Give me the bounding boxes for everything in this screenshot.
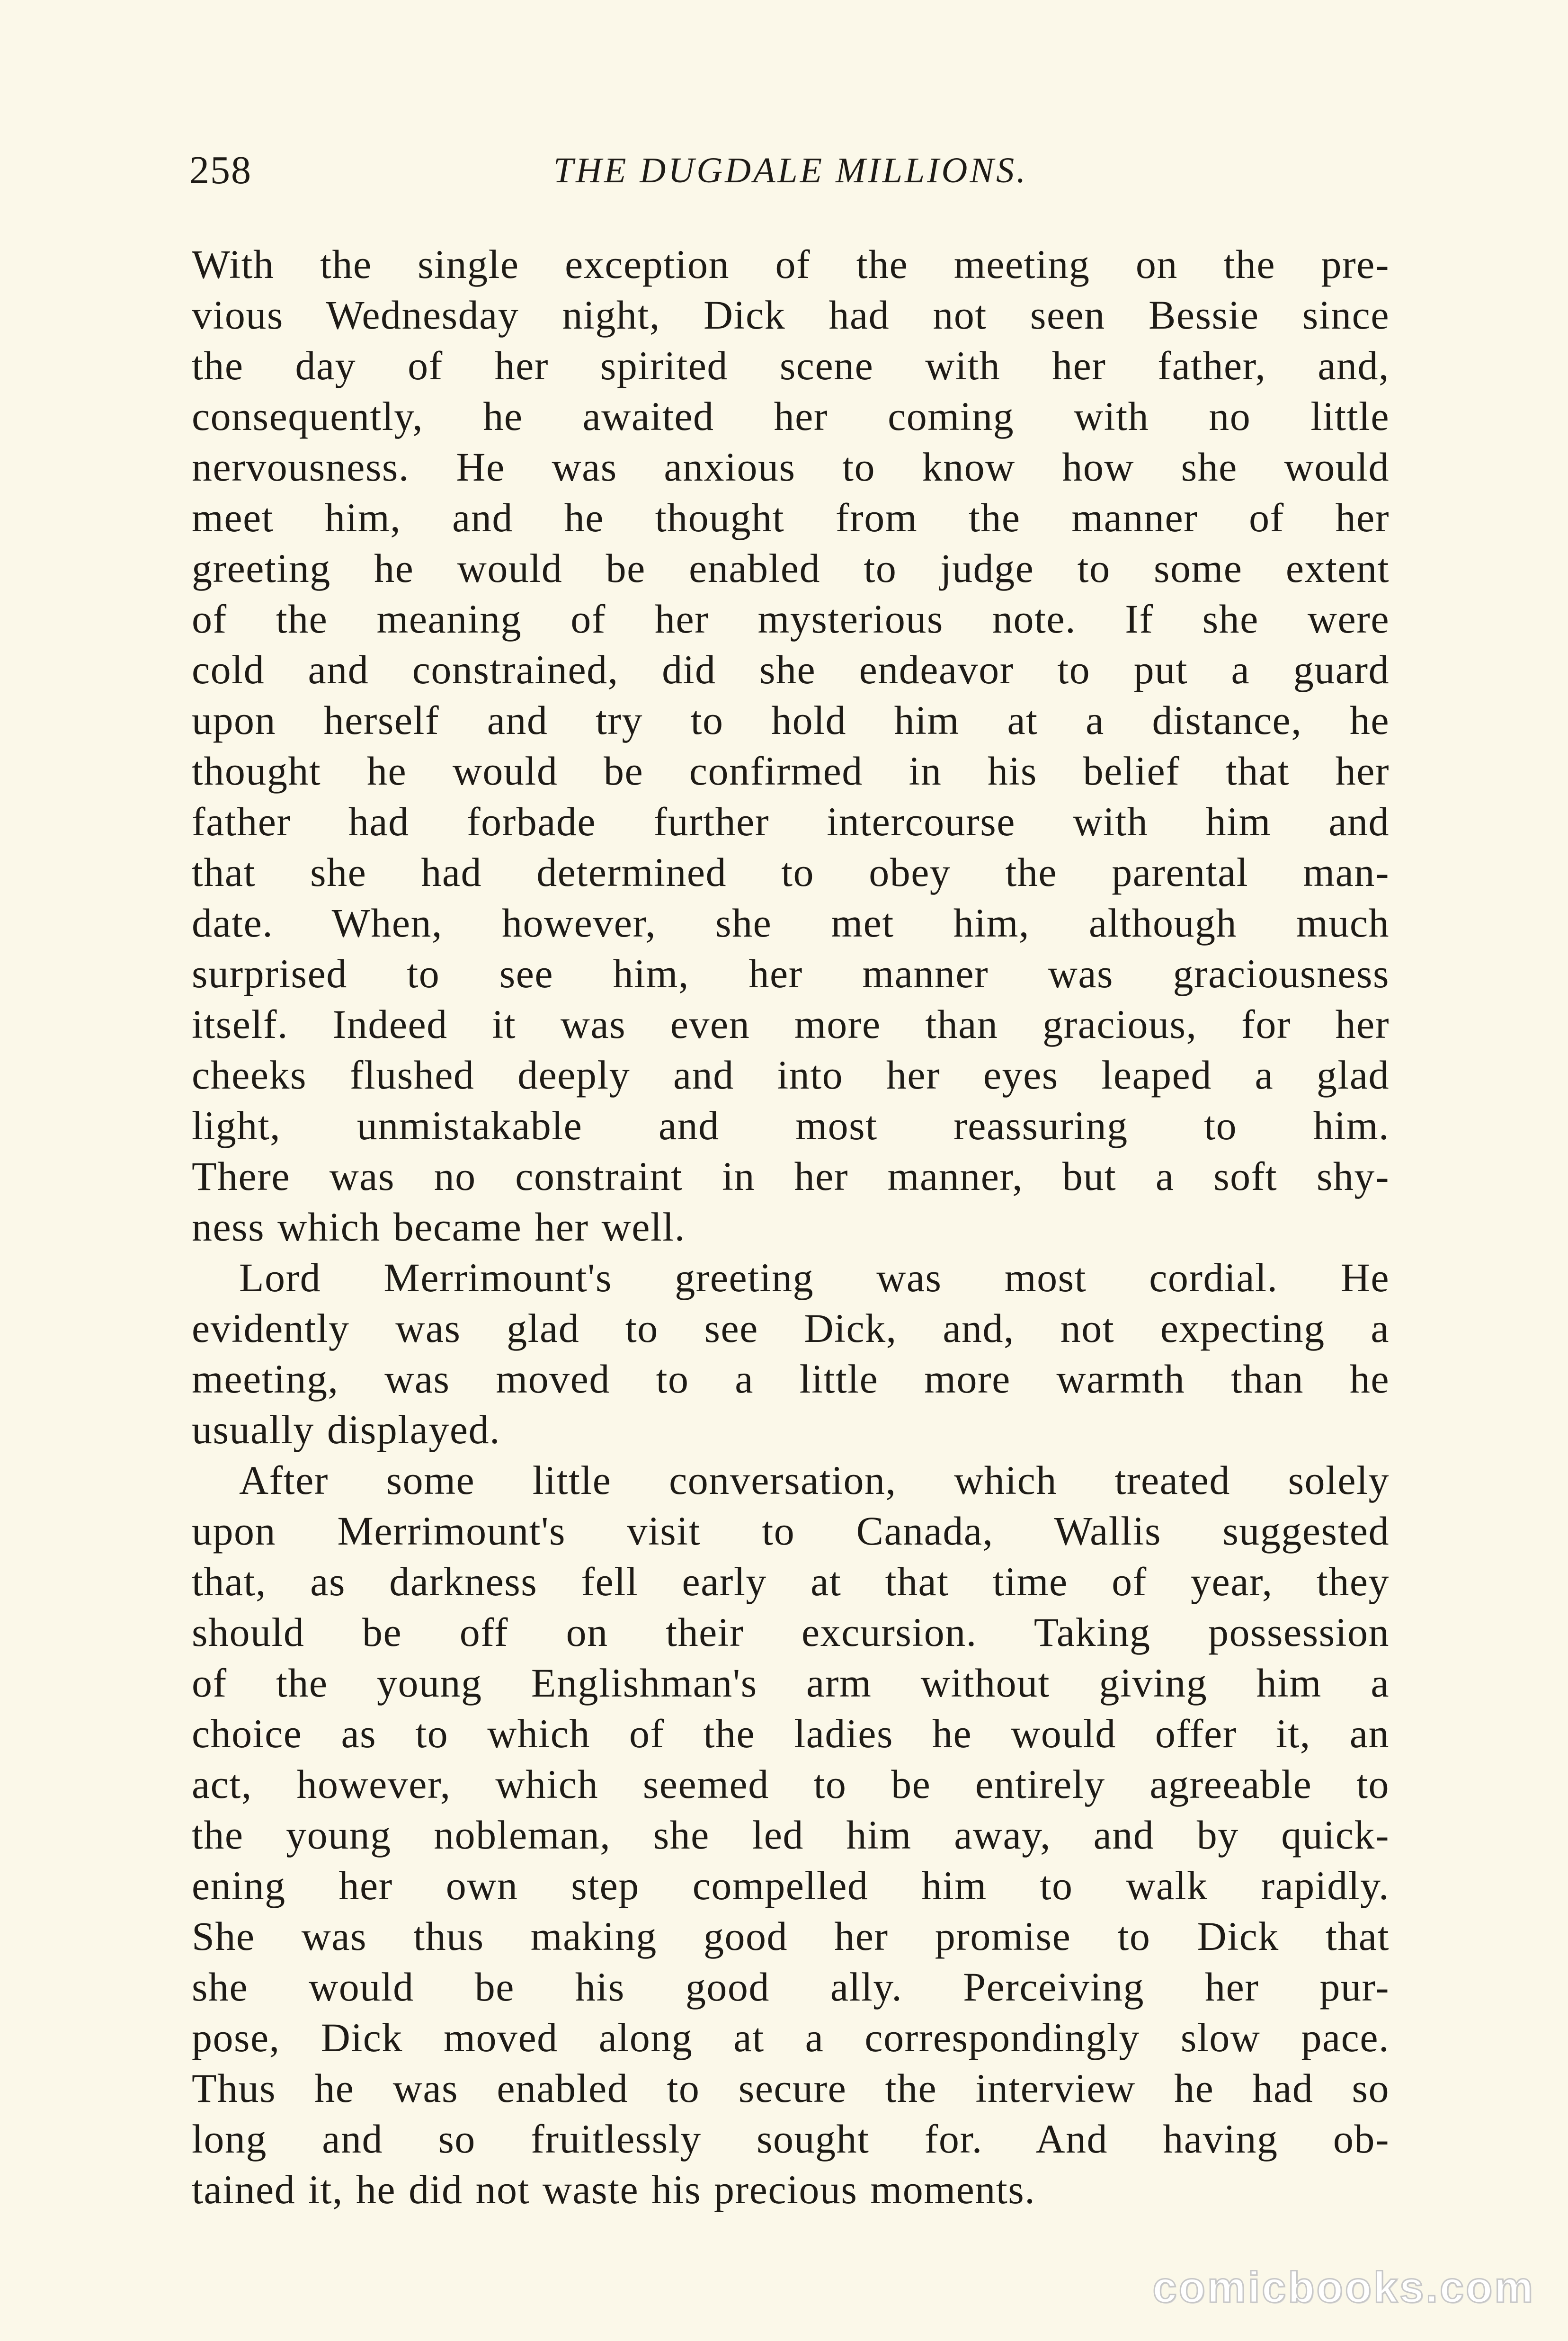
page-header	[189, 142, 1392, 199]
text-line: date. When, however, she met him, although much	[192, 900, 1390, 946]
paragraph	[192, 239, 1390, 1252]
paragraph	[192, 1455, 1390, 2215]
text-line: she would be his good ally. Perceiving her pur-	[192, 1964, 1390, 2010]
text-line: itself. Indeed it was even more than gracious, for her	[192, 1001, 1390, 1047]
text-line: the young nobleman, she led him away, and by quick-	[192, 1812, 1390, 1858]
text-line: upon Merrimount's visit to Canada, Wallis suggested	[192, 1508, 1390, 1554]
text-line: She was thus making good her promise to Dick that	[192, 1913, 1390, 1959]
text-line: meet him, and he thought from the manner of her	[192, 495, 1390, 540]
text-line: of the young Englishman's arm without giving him a	[192, 1660, 1390, 1706]
text-line: ening her own step compelled him to walk rapidly.	[192, 1863, 1390, 1908]
text-line: evidently was glad to see Dick, and, not expecting a	[192, 1305, 1390, 1351]
text-line: should be off on their excursion. Taking possession	[192, 1609, 1390, 1655]
running-title: THE DUGDALE MILLIONS.	[553, 151, 1028, 190]
text-line: cold and constrained, did she endeavor to put a guard	[192, 647, 1390, 692]
text-line: cheeks flushed deeply and into her eyes leaped a glad	[192, 1052, 1390, 1098]
text-line: usually displayed.	[192, 1407, 501, 1452]
text-line: Lord Merrimount's greeting was most cordial. He	[239, 1255, 1390, 1300]
text-line: surprised to see him, her manner was graciousness	[192, 951, 1390, 996]
text-line: that, as darkness fell early at that time of year, they	[192, 1559, 1390, 1604]
paragraph	[192, 1252, 1390, 1455]
text-line: vious Wednesday night, Dick had not seen Bessie since	[192, 292, 1390, 338]
text-line: of the meaning of her mysterious note. If she were	[192, 596, 1390, 642]
text-line: long and so fruitlessly sought for. And having ob-	[192, 2116, 1390, 2162]
text-line: With the single exception of the meeting on the pre-	[192, 241, 1390, 287]
body-text	[192, 239, 1390, 2215]
text-line: father had forbade further intercourse with him and	[192, 799, 1390, 844]
watermark: comicbooks.com	[1152, 2263, 1535, 2312]
text-line: nervousness. He was anxious to know how she would	[192, 444, 1390, 490]
text-line: tained it, he did not waste his precious moments.	[192, 2167, 1036, 2212]
page-number: 258	[189, 148, 252, 192]
text-line: thought he would be confirmed in his belief that her	[192, 748, 1390, 794]
text-line: consequently, he awaited her coming with no little	[192, 393, 1390, 439]
text-line: ness which became her well.	[192, 1204, 686, 1250]
text-line: light, unmistakable and most reassuring to him.	[192, 1103, 1390, 1148]
text-line: After some little conversation, which treated solely	[239, 1457, 1390, 1503]
text-line: meeting, was moved to a little more warmth than he	[192, 1356, 1390, 1402]
text-line: that she had determined to obey the parental man-	[192, 849, 1390, 895]
text-line: pose, Dick moved along at a correspondingly slow pace.	[192, 2015, 1390, 2060]
text-line: greeting he would be enabled to judge to some extent	[192, 545, 1390, 591]
text-line: choice as to which of the ladies he would offer it, an	[192, 1711, 1390, 1756]
text-line: Thus he was enabled to secure the interview he had so	[192, 2065, 1390, 2111]
text-line: act, however, which seemed to be entirely agreeable to	[192, 1761, 1390, 1807]
text-line: upon herself and try to hold him at a distance, he	[192, 697, 1390, 743]
text-line: There was no constraint in her manner, but a soft shy-	[192, 1153, 1390, 1199]
text-line: the day of her spirited scene with her father, and,	[192, 343, 1390, 388]
